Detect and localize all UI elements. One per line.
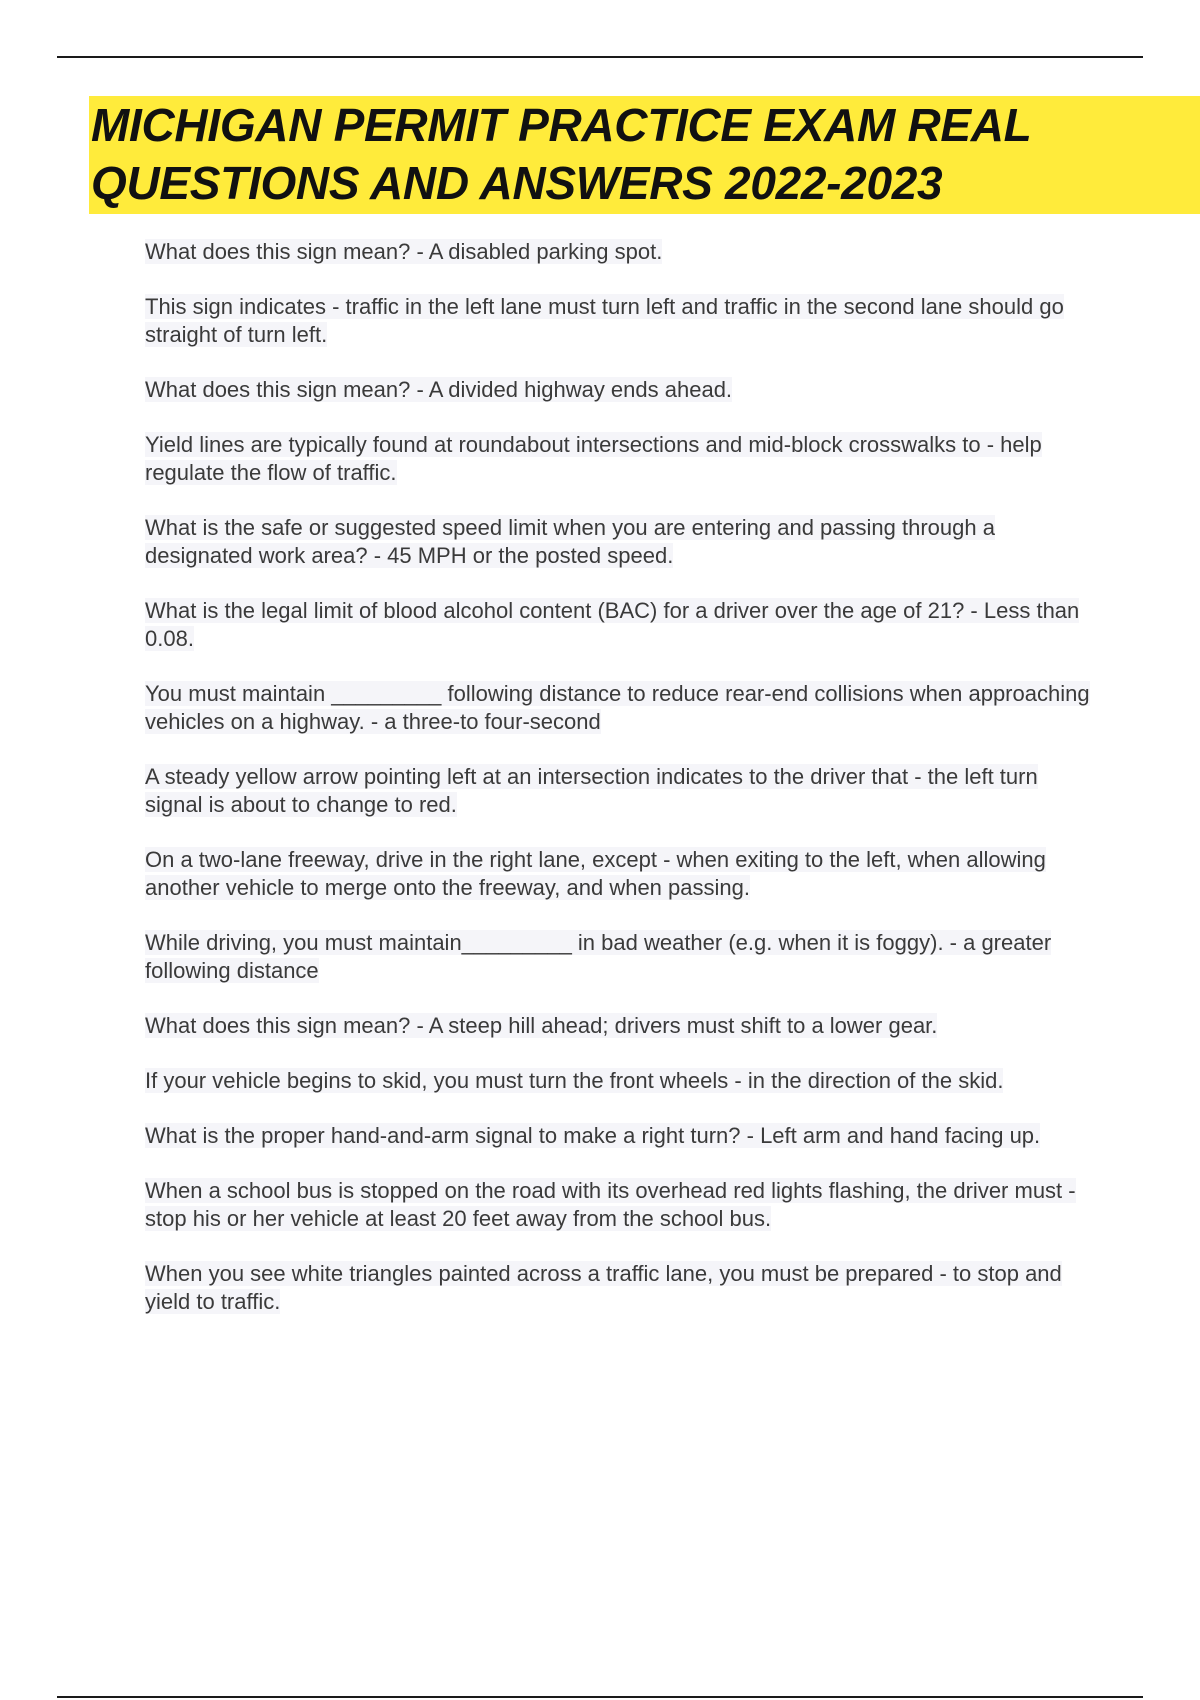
qa-item	[145, 680, 1090, 736]
bottom-divider	[57, 1696, 1143, 1698]
qa-text: What does this sign mean? - A divided highway ends ahead.	[145, 377, 733, 402]
top-divider	[57, 56, 1143, 58]
qa-text: This sign indicates - traffic in the left lane must turn left and traffic in the second lane should go straight of turn left.	[145, 294, 1064, 347]
qa-item	[145, 1122, 1090, 1150]
qa-text: A steady yellow arrow pointing left at an intersection indicates to the driver that - the left turn signal is about to change to red.	[145, 764, 1038, 817]
qa-item	[145, 597, 1090, 653]
qa-text: What is the safe or suggested speed limit when you are entering and passing through a designated work area? - 45 MPH or the posted speed.	[145, 515, 995, 568]
qa-item	[145, 376, 1090, 404]
document-title: MICHIGAN PERMIT PRACTICE EXAM REAL QUESTIONS AND ANSWERS 2022-2023	[91, 99, 1031, 209]
qa-text: You must maintain _________ following distance to reduce rear-end collisions when approaching vehicles on a highway. - a three-to four-second	[145, 681, 1090, 734]
qa-item	[145, 1260, 1090, 1316]
qa-item	[145, 1177, 1090, 1233]
qa-text: If your vehicle begins to skid, you must turn the front wheels - in the direction of the skid.	[145, 1068, 1004, 1093]
qa-item	[145, 514, 1090, 570]
qa-item	[145, 238, 1090, 266]
qa-item	[145, 846, 1090, 902]
qa-item	[145, 293, 1090, 349]
qa-item	[145, 929, 1090, 985]
qa-list	[145, 238, 1090, 1343]
qa-text: Yield lines are typically found at roundabout intersections and mid-block crosswalks to - help regulate the flow of traffic.	[145, 432, 1042, 485]
qa-item	[145, 1012, 1090, 1040]
qa-text: When you see white triangles painted across a traffic lane, you must be prepared - to stop and yield to traffic.	[145, 1261, 1062, 1314]
qa-item	[145, 1067, 1090, 1095]
qa-item	[145, 431, 1090, 487]
qa-item	[145, 763, 1090, 819]
qa-text: While driving, you must maintain_________ in bad weather (e.g. when it is foggy). - a greater following distance	[145, 930, 1052, 983]
qa-text: What does this sign mean? - A steep hill ahead; drivers must shift to a lower gear.	[145, 1013, 938, 1038]
qa-text: What is the legal limit of blood alcohol content (BAC) for a driver over the age of 21? - Less than 0.08.	[145, 598, 1080, 651]
qa-text: What does this sign mean? - A disabled parking spot.	[145, 239, 663, 264]
qa-text: On a two-lane freeway, drive in the right lane, except - when exiting to the left, when allowing another vehicle to merge onto the freeway, and when passing.	[145, 847, 1046, 900]
qa-text: What is the proper hand-and-arm signal to make a right turn? - Left arm and hand facing up.	[145, 1123, 1041, 1148]
qa-text: When a school bus is stopped on the road with its overhead red lights flashing, the driver must - stop his or her vehicle at least 20 feet away from the school bus.	[145, 1178, 1076, 1231]
